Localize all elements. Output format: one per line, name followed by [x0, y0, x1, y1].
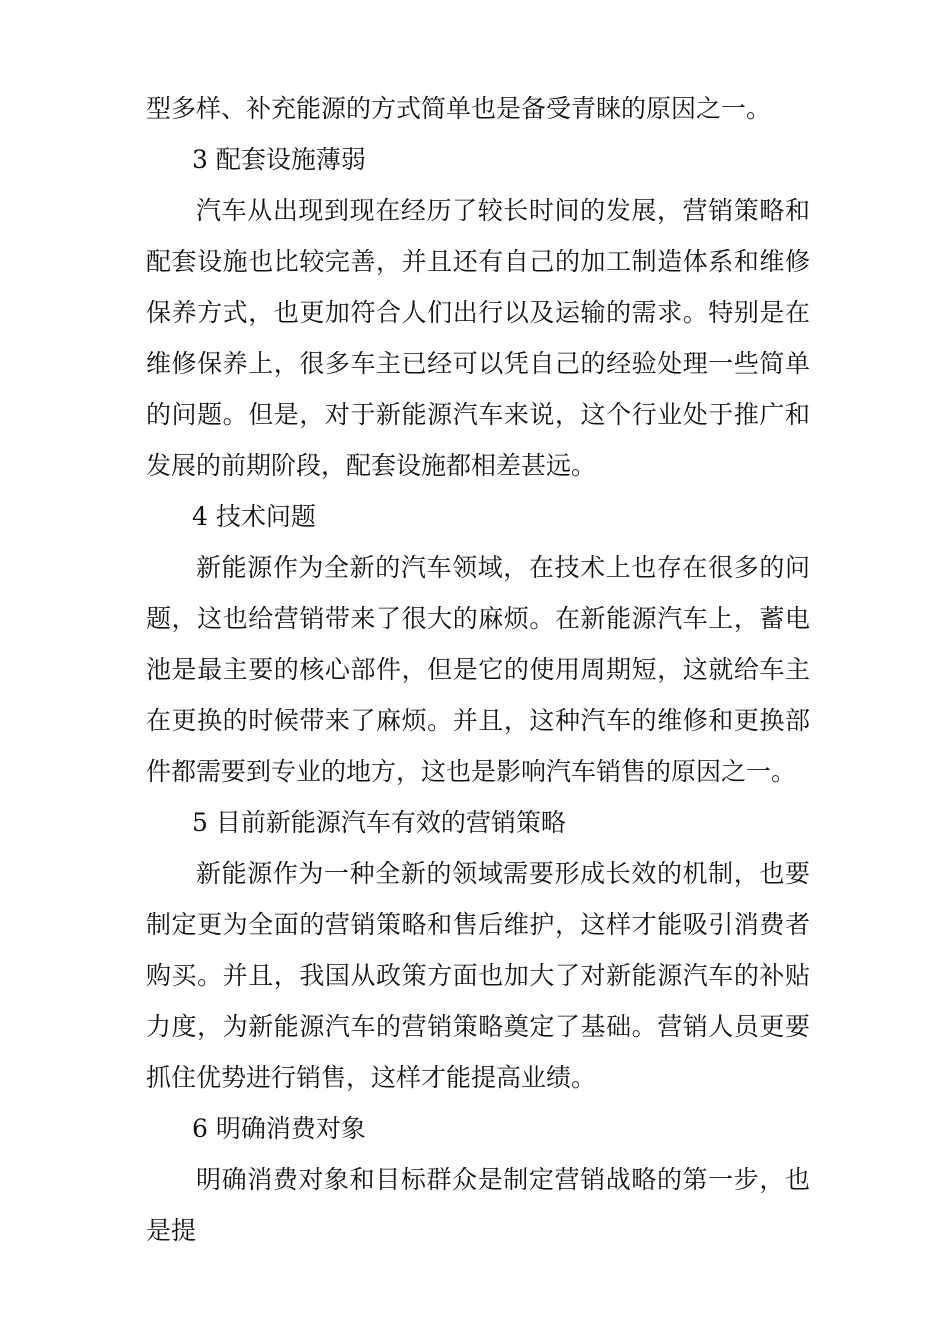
section-heading-5: 5 目前新能源汽车有效的营销策略	[192, 808, 566, 837]
section-heading-3: 3 配套设施薄弱	[192, 145, 366, 174]
paragraph-strategy: 新能源作为一种全新的领域需要形成长效的机制，也要制定更为全面的营销策略和售后维护，这样才能吸引消费者购买。并且，我国从政策方面也加大了对新能源汽车的补贴力度，为新能源汽车的营销策略奠定了基础。营销人员更要抓住优势进行销售，这样才能提高业绩。	[146, 859, 810, 1092]
continuation-paragraph: 型多样、补充能源的方式简单也是备受青睐的原因之一。	[146, 94, 772, 123]
paragraph-consumers: 明确消费对象和目标群众是制定营销战略的第一步，也是提	[146, 1165, 810, 1245]
paragraph-technology: 新能源作为全新的汽车领域，在技术上也存在很多的问题，这也给营销带来了很大的麻烦。在新能源汽车上，蓄电池是最主要的核心部件，但是它的使用周期短，这就给车主在更换的时候带来了麻烦。并且，这种汽车的维修和更换部件都需要到专业的地方，这也是影响汽车销售的原因之一。	[146, 553, 810, 786]
section-heading-4: 4 技术问题	[192, 502, 316, 531]
document-body	[146, 83, 810, 1256]
section-heading-6: 6 明确消费对象	[192, 1114, 366, 1143]
paragraph-facilities: 汽车从出现到现在经历了较长时间的发展，营销策略和配套设施也比较完善，并且还有自己的加工制造体系和维修保养方式，也更加符合人们出行以及运输的需求。特别是在维修保养上，很多车主已经可以凭自己的经验处理一些简单的问题。但是，对于新能源汽车来说，这个行业处于推广和发展的前期阶段，配套设施都相差甚远。	[146, 196, 810, 480]
